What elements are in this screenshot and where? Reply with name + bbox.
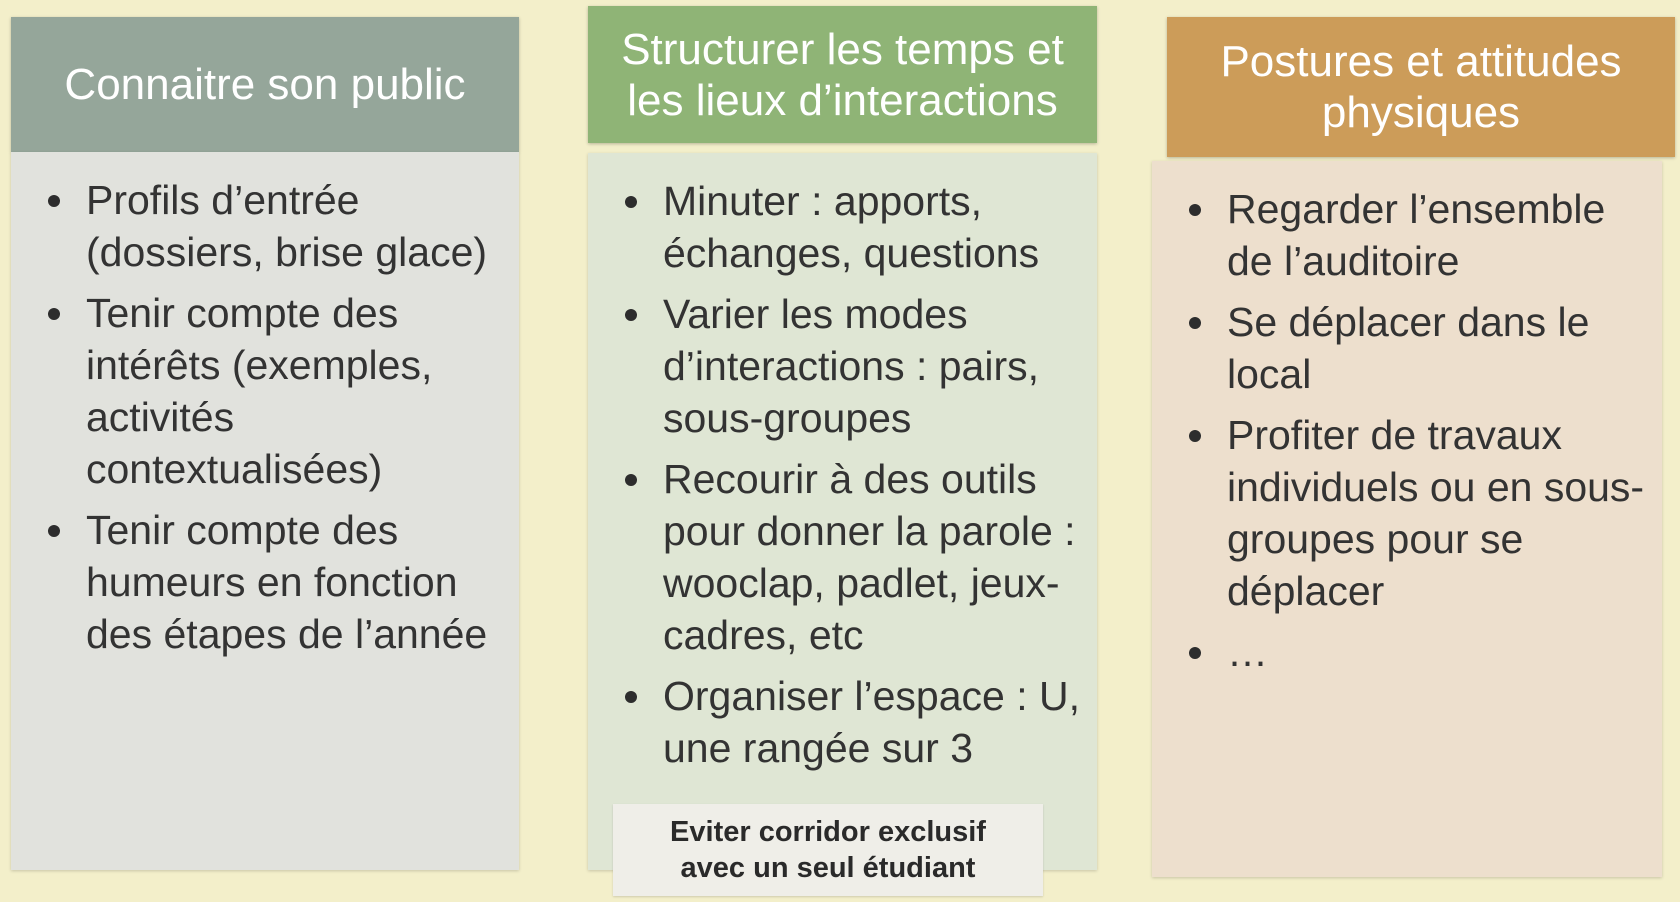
bullet-icon: [1189, 647, 1201, 659]
bullet-icon: [1189, 204, 1201, 216]
bullet-icon: [625, 309, 637, 321]
column-title: Structurer les temps et les lieux d’interactions: [621, 24, 1064, 125]
column-title: Postures et attitudes physiques: [1220, 37, 1622, 137]
bullet-icon: [625, 196, 637, 208]
list-item: Tenir compte des humeurs en fonction des étapes de l’année: [26, 504, 514, 660]
column-body: [1152, 161, 1662, 877]
column-body: [11, 152, 519, 870]
list-item: Profils d’entrée (dossiers, brise glace): [26, 174, 514, 278]
bullet-list: [603, 175, 1095, 783]
column-header: [588, 6, 1097, 143]
list-item: Se déplacer dans le local: [1167, 296, 1657, 400]
bullet-icon: [48, 308, 60, 320]
bullet-icon: [625, 691, 637, 703]
list-item: Tenir compte des intérêts (exemples, activités contextualisées): [26, 287, 514, 495]
bullet-list: [1167, 183, 1657, 687]
column-title: Connaitre son public: [64, 60, 466, 109]
list-item: …: [1167, 626, 1657, 678]
column-header: [1167, 17, 1675, 157]
bullet-list: [26, 174, 514, 669]
list-item: Minuter : apports, échanges, questions: [603, 175, 1095, 279]
bullet-icon: [625, 474, 637, 486]
note-text: Eviter corridor exclusif avec un seul étudiant: [670, 816, 986, 884]
list-item: Varier les modes d’interactions : pairs, sous-groupes: [603, 288, 1095, 444]
note-callout: [613, 804, 1043, 896]
bullet-icon: [1189, 430, 1201, 442]
bullet-icon: [48, 525, 60, 537]
list-item: Profiter de travaux individuels ou en sous-groupes pour se déplacer: [1167, 409, 1657, 617]
column-body: [588, 153, 1097, 870]
list-item: Recourir à des outils pour donner la parole : wooclap, padlet, jeux-cadres, etc: [603, 453, 1095, 661]
list-item: Organiser l’espace : U, une rangée sur 3: [603, 670, 1095, 774]
bullet-icon: [1189, 317, 1201, 329]
list-item: Regarder l’ensemble de l’auditoire: [1167, 183, 1657, 287]
column-header: [11, 17, 519, 152]
bullet-icon: [48, 195, 60, 207]
